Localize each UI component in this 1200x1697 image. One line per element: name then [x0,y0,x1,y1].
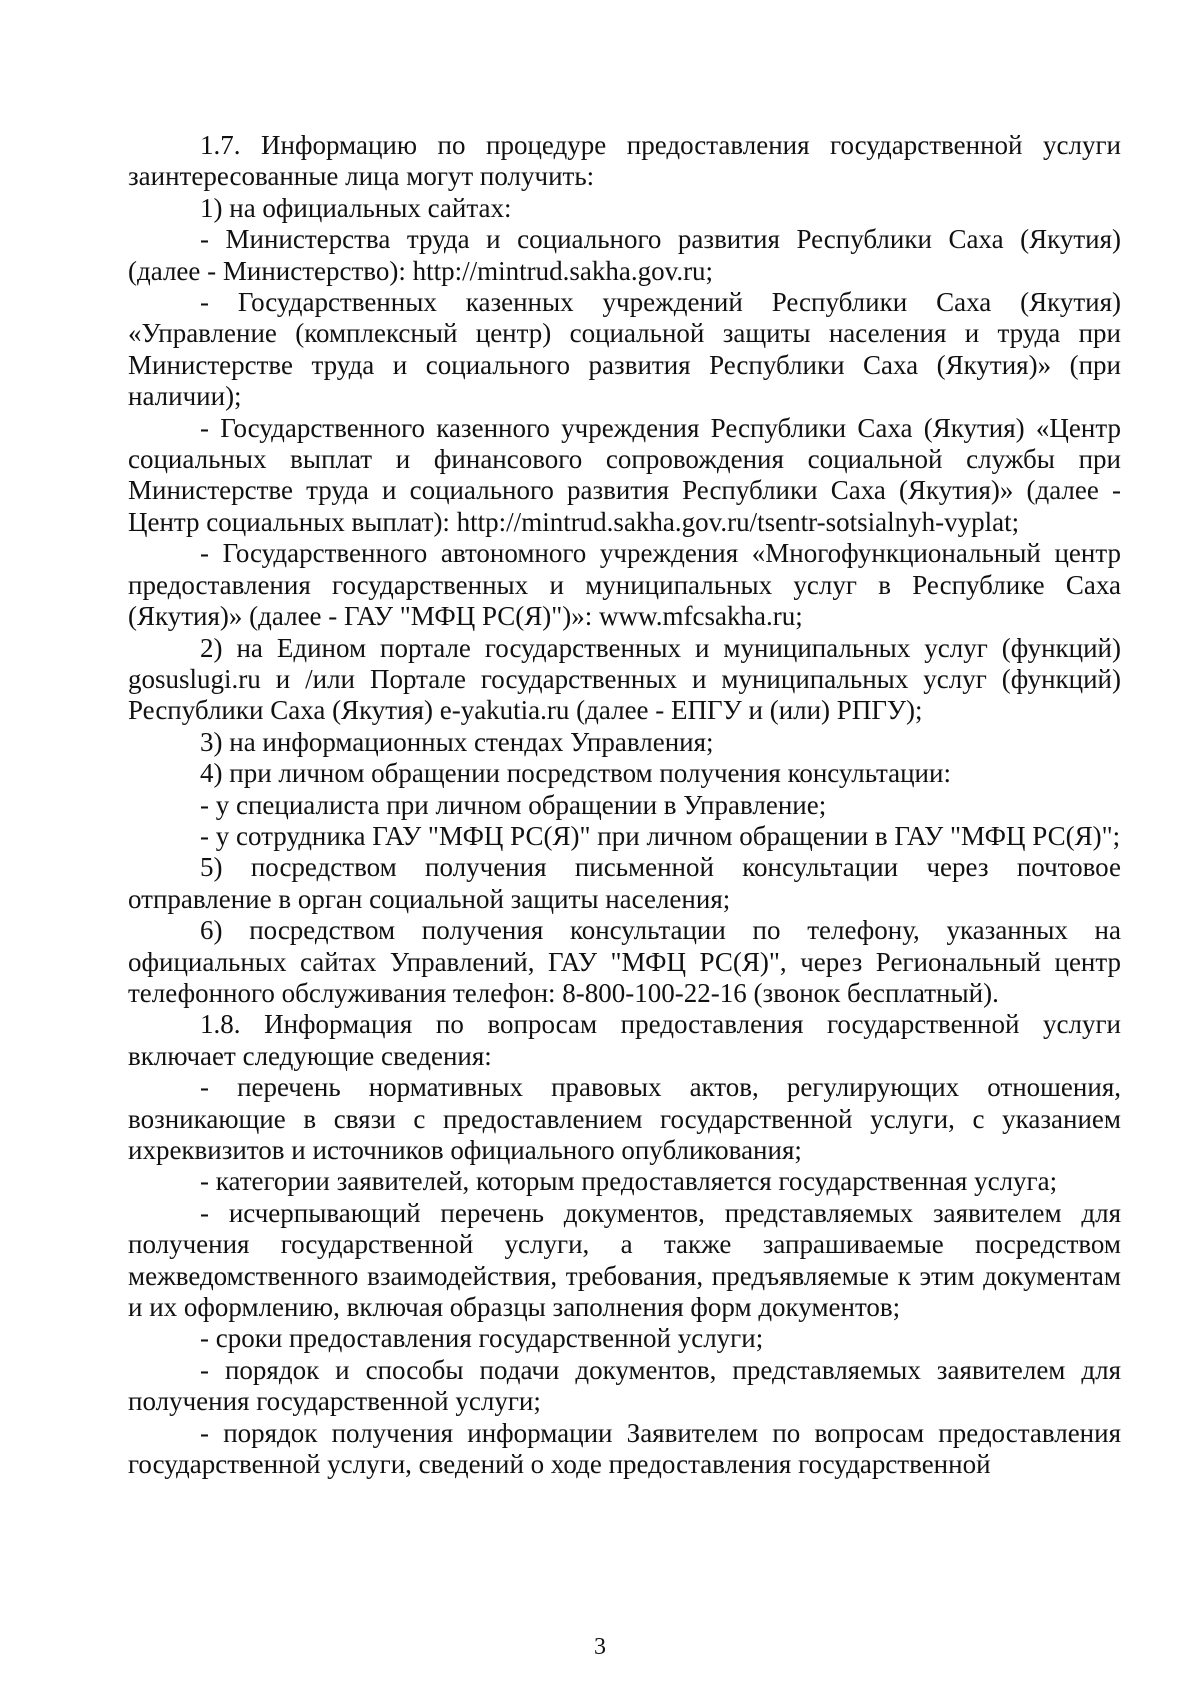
paragraph-item-5-written: 5) посредством получения письменной консультации через почтовое отправление в орган социальной защиты населения; [128,852,1121,914]
paragraph-item-4-personal: 4) при личном обращении посредством получения консультации: [200,758,951,789]
paragraph-applicant-categories: - категории заявителей, которым предоставляется государственная услуга; [200,1166,1058,1197]
page-number: 3 [594,1634,606,1660]
paragraph-item-2-portal: 2) на Едином портале государственных и муниципальных услуг (функций) gosuslugi.ru и /или Портале государственных и муниципальных услуг (функций) Республики Саха (Якутия) e-yakutia.ru (далее - ЕПГУ и (или) РПГУ); [128,632,1121,726]
paragraph-documents-list: - исчерпывающий перечень документов, представляемых заявителем для получения государственной услуги, а также запрашиваемые посредством межведомственного взаимодействия, требования, предъявляемые к этим документам и их оформлению, включая образцы заполнения форм документов; [128,1197,1121,1323]
paragraph-state-institutions: - Государственных казенных учреждений Республики Саха (Якутия) «Управление (комплексный центр) социальной защиты населения и труда при Министерстве труда и социального развития Республики Саха (Якутия)» (при наличии); [128,287,1121,412]
document-body [128,130,1121,1480]
paragraph-information-procedure: - порядок получения информации Заявителем по вопросам предоставления государственной услуги, сведений о ходе предоставления государственной [128,1417,1121,1480]
paragraph-deadlines: - сроки предоставления государственной услуги; [200,1323,764,1354]
paragraph-mfc-employee: - у сотрудника ГАУ "МФЦ РС(Я)" при личном обращении в ГАУ "МФЦ РС(Я)"; [200,820,1121,851]
paragraph-submission-methods: - порядок и способы подачи документов, представляемых заявителем для получения государственной услуги; [128,1354,1121,1417]
paragraph-item-1: 1) на официальных сайтах: [200,192,512,223]
paragraph-1-8-intro: 1.8. Информация по вопросам предоставления государственной услуги включает следующие сведения: [128,1009,1121,1071]
paragraph-item-6-phone: 6) посредством получения консультации по телефону, указанных на официальных сайтах Управлений, ГАУ "МФЦ РС(Я)", через Региональный центр телефонного обслуживания телефон: 8-800-100-22-16 (звонок бесплатный). [128,915,1121,1008]
paragraph-specialist: - у специалиста при личном обращении в Управление; [200,789,827,820]
paragraph-item-3-stands: 3) на информационных стендах Управления; [200,726,714,757]
paragraph-1-7-intro: 1.7. Информацию по процедуре предоставления государственной услуги заинтересованные лица могут получить: [128,130,1121,192]
paragraph-legal-acts: - перечень нормативных правовых актов, регулирующих отношения, возникающие в связи с предоставлением государственной услуги, с указанием ихреквизитов и источников официального опубликования; [128,1072,1121,1165]
paragraph-mfc: - Государственного автономного учреждения «Многофункциональный центр предоставления государственных и муниципальных услуг в Республике Саха (Якутия)» (далее - ГАУ "МФЦ РС(Я)")»: www.mfcsakha.ru; [128,538,1121,632]
paragraph-ministry-site: - Министерства труда и социального развития Республики Саха (Якутия) (далее - Министерство): http://mintrud.sakha.gov.ru; [128,224,1121,286]
paragraph-payments-center: - Государственного казенного учреждения Республики Саха (Якутия) «Центр социальных выплат и финансового сопровождения социальной службы при Министерстве труда и социального развития Республики Саха (Якутия)» (далее - Центр социальных выплат): http://mintrud.sakha.gov.ru/tsentr-sotsialnyh-vyplat; [128,412,1121,537]
